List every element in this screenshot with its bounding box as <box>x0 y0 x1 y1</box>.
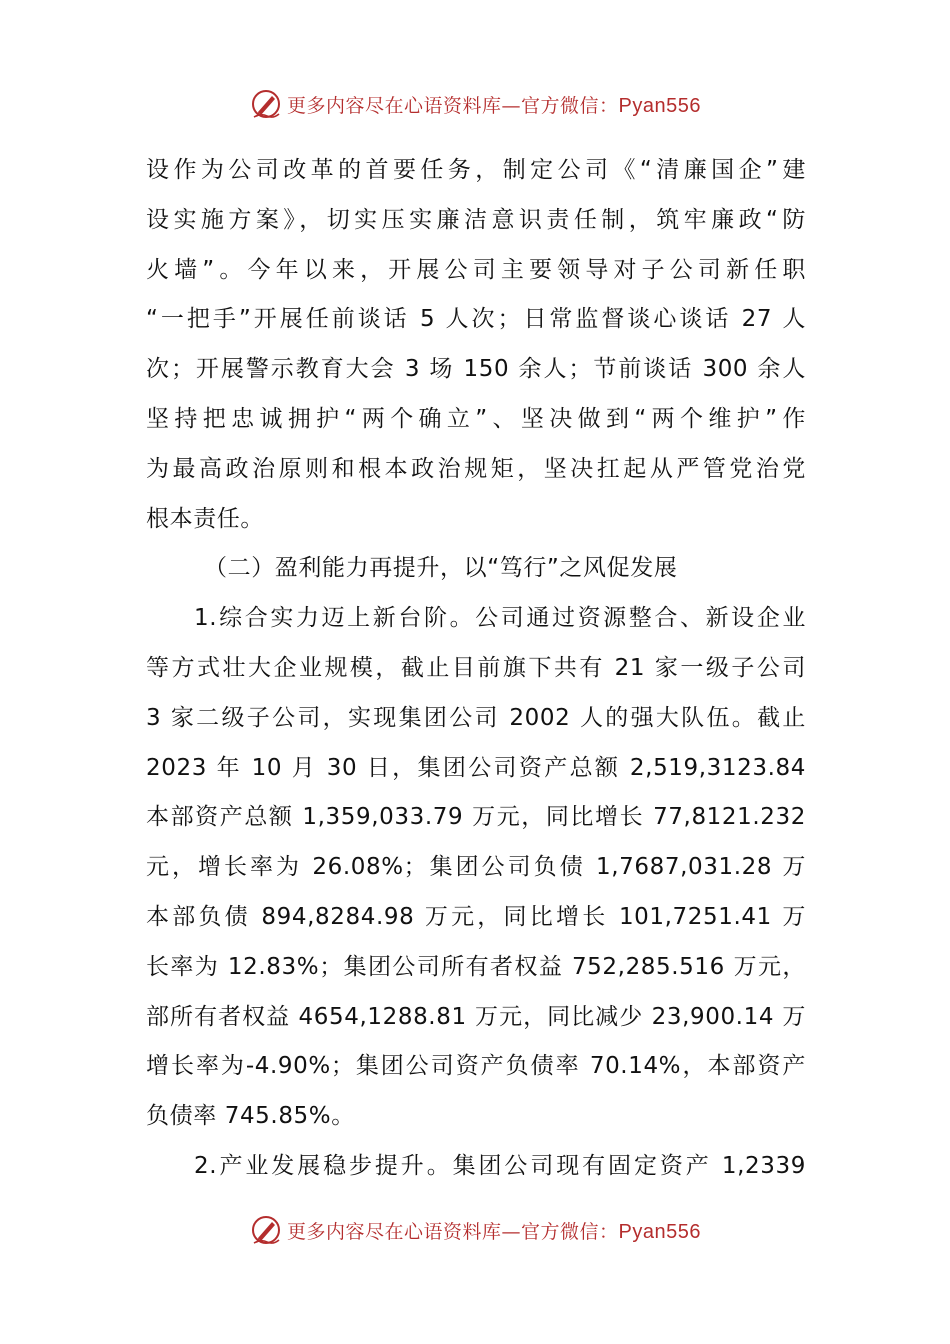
body-line-3: 火墙”。今年以来，开展公司主要领导对子公司新任职 <box>146 256 806 283</box>
pen-logo-icon <box>249 1213 283 1247</box>
body-line-18: 部所有者权益 4654,1288.81 万元，同比减少 23,900.14 万 <box>146 1003 806 1030</box>
body-line-21: 2.产业发展稳步提升。集团公司现有固定资产 1,2339 <box>194 1152 806 1179</box>
pen-logo-icon <box>249 87 283 121</box>
body-line-7: 为最高政治原则和根本政治规矩，坚决扛起从严管党治党 <box>146 455 806 482</box>
body-line-2: 设实施方案》，切实压实廉洁意识责任制，筑牢廉政“防 <box>146 206 806 233</box>
header-banner-wechat: Pyan556 <box>618 94 701 117</box>
body-line-11: 等方式壮大企业规模，截止目前旗下共有 21 家一级子公司 <box>146 654 806 681</box>
section-heading: （二）盈利能力再提升，以“笃行”之风促发展 <box>204 555 678 582</box>
header-banner-text <box>287 91 701 118</box>
footer-banner-text <box>287 1217 701 1244</box>
body-line-15: 元，增长率为 26.08%；集团公司负债 1,7687,031.28 万 <box>146 854 806 881</box>
body-line-8: 根本责任。 <box>146 505 264 532</box>
body-line-17: 长率为 12.83%；集团公司所有者权益 752,285.516 万元， <box>146 953 806 980</box>
body-line-5: 次；开展警示教育大会 3 场 150 余人；节前谈话 300 余人 <box>146 356 806 383</box>
body-line-19: 增长率为-4.90%；集团公司资产负债率 70.14%，本部资产 <box>146 1053 806 1080</box>
body-line-6: 坚持把忠诚拥护“两个确立”、坚决做到“两个维护”作 <box>146 405 806 432</box>
footer-watermark-banner <box>0 1210 950 1250</box>
body-line-13: 2023 年 10 月 30 日，集团公司资产总额 2,519,3123.84 <box>146 754 806 781</box>
body-line-20: 负债率 745.85%。 <box>146 1103 355 1130</box>
header-watermark-banner <box>0 84 950 124</box>
body-line-14: 本部资产总额 1,359,033.79 万元，同比增长 77,8121.232 <box>146 804 806 831</box>
body-line-1: 设作为公司改革的首要任务，制定公司《“清廉国企”建 <box>146 157 806 183</box>
footer-banner-label: 更多内容尽在心语资料库—官方微信： <box>287 1220 619 1243</box>
body-line-4: “一把手”开展任前谈话 5 人次；日常监督谈心谈话 27 人 <box>146 306 806 333</box>
document-body <box>146 146 806 1192</box>
body-line-16: 本部负债 894,8284.98 万元，同比增长 101,7251.41 万 <box>146 903 806 930</box>
body-line-12: 3 家二级子公司，实现集团公司 2002 人的强大队伍。截止 <box>146 704 806 731</box>
body-line-10: 1.综合实力迈上新台阶。公司通过资源整合、新设企业 <box>194 605 806 632</box>
header-banner-label: 更多内容尽在心语资料库—官方微信： <box>287 94 619 117</box>
footer-banner-wechat: Pyan556 <box>618 1220 701 1243</box>
